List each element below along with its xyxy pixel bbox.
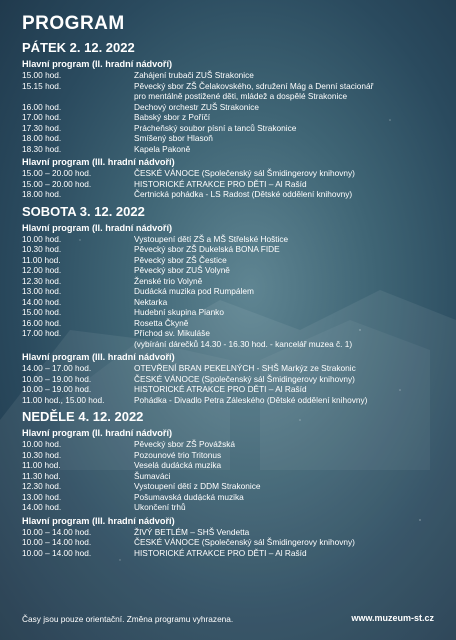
program-time: 11.00 hod., 15.00 hod. <box>22 394 105 405</box>
program-time: 15.00 hod. <box>22 70 62 80</box>
program-time: 10.30 hod. <box>22 244 62 254</box>
program-description: Hudební skupina Pianko <box>134 307 224 317</box>
program-row <box>22 527 442 538</box>
program-time <box>22 91 134 102</box>
program-row <box>22 307 442 318</box>
page-title: PROGRAM <box>22 13 125 34</box>
program-row <box>22 537 442 548</box>
program-description: Zahájení trubači ZUŠ Strakonice <box>134 70 254 80</box>
program-row <box>22 123 442 134</box>
program-description: ŽIVÝ BETLÉM – SHŠ Vendetta <box>134 526 250 537</box>
program-row <box>22 374 442 385</box>
program-description: Vystoupení dětí ZŠ a MŠ Střelské Hoštice <box>134 233 289 244</box>
program-row <box>22 471 442 482</box>
program-time: 10.30 hod. <box>22 449 62 460</box>
program-row <box>22 255 442 266</box>
program-description: OTEVŘENÍ BRAN PEKELNÝCH - SHŠ Markýz ze Strakonic <box>134 363 356 373</box>
program-time: 10.00 – 14.00 hod. <box>22 526 92 537</box>
program-time: 12.30 hod. <box>22 481 62 491</box>
program-row <box>22 265 442 276</box>
program-description: ČESKÉ VÁNOCE (Společenský sál Šmidingerovy knihovny) <box>134 373 355 384</box>
program-row <box>22 244 442 255</box>
program-row <box>22 439 442 450</box>
program-description: Veselá dudácká muzika <box>134 460 222 470</box>
program-time: 18.30 hod. <box>22 143 62 154</box>
program-time <box>22 339 134 350</box>
program-row <box>22 328 442 339</box>
program-description: Pěvecký sbor ZŠ Povážská <box>134 439 235 449</box>
section-heading: Hlavní program (III. hradní nádvoří) <box>22 515 175 526</box>
program-row <box>22 297 442 308</box>
program-row <box>22 133 442 144</box>
program-time: 15.00 – 20.00 hod. <box>22 178 92 189</box>
program-description: Kapela Pakoně <box>134 143 191 154</box>
program-description: Ženské trio Volyně <box>134 275 203 286</box>
program-time: 10.00 hod. <box>22 233 62 244</box>
program-content <box>22 12 442 558</box>
program-description: Prácheňský soubor písní a tanců Strakonice <box>134 122 297 133</box>
program-time: 10.00 – 14.00 hod. <box>22 547 92 558</box>
section-heading: Hlavní program (III. hradní nádvoří) <box>22 157 175 167</box>
section-heading: Hlavní program (II. hradní nádvoří) <box>22 222 173 233</box>
program-description: Nektarka <box>134 296 168 307</box>
program-description: Příchod sv. Mikuláše <box>134 328 210 338</box>
program-row <box>22 450 442 461</box>
program-row <box>22 286 442 297</box>
program-time: 11.30 hod. <box>22 470 61 481</box>
program-row <box>22 179 442 190</box>
day-heading: PÁTEK 2. 12. 2022 <box>22 40 135 55</box>
program-row <box>22 395 442 406</box>
day-heading: NEDĚLE 4. 12. 2022 <box>22 409 144 424</box>
program-description: Smíšený sbor Hlasoň <box>134 133 213 143</box>
program-row <box>22 102 442 113</box>
program-description: Pěvecký sbor ZŠ Čelakovského, sdružení Mág a Denní stacionář <box>134 80 374 91</box>
program-row <box>22 502 442 513</box>
program-time: 16.00 hod. <box>22 317 62 328</box>
program-time: 18.00 hod. <box>22 189 62 199</box>
program-description: Rosetta Čkyně <box>134 317 189 328</box>
footer-note: Časy jsou pouze orientační. Změna programu vyhrazena. <box>22 614 234 624</box>
program-time: 17.30 hod. <box>22 122 62 133</box>
program-time: 10.00 hod. <box>22 439 62 449</box>
program-row <box>22 481 442 492</box>
days-list <box>22 40 442 558</box>
program-time: 13.00 hod. <box>22 491 62 502</box>
program-time: 15.15 hod. <box>22 80 62 91</box>
program-description: Babský sbor z Poříčí <box>134 112 211 122</box>
program-row <box>22 81 442 92</box>
program-row <box>22 363 442 374</box>
program-time: 13.00 hod. <box>22 286 62 296</box>
program-time: 18.00 hod. <box>22 133 62 143</box>
program-row <box>22 91 442 102</box>
program-description: Čertnická pohádka - LS Radost (Dětské oddělení knihovny) <box>134 189 353 199</box>
program-row <box>22 492 442 503</box>
program-row <box>22 189 442 200</box>
program-description: HISTORICKÉ ATRAKCE PRO DĚTI – Al Rašíd <box>134 547 307 558</box>
program-time: 12.00 hod. <box>22 265 62 275</box>
program-time: 17.00 hod. <box>22 112 62 122</box>
program-row <box>22 234 442 245</box>
program-description: Šumaváci <box>134 470 171 481</box>
program-row <box>22 318 442 329</box>
program-time: 16.00 hod. <box>22 101 62 112</box>
program-description: Dudácká muzika pod Rumpálem <box>134 286 254 296</box>
day-heading: SOBOTA 3. 12. 2022 <box>22 203 145 219</box>
program-description: pro mentálně postižené děti, mládež a dospělé Strakonice <box>134 91 348 101</box>
program-row <box>22 460 442 471</box>
program-description: Pošumavská dudácká muzika <box>134 491 244 502</box>
section-heading: Hlavní program (III. hradní nádvoří) <box>22 352 175 362</box>
program-row <box>22 168 442 179</box>
program-description: Dechový orchestr ZUŠ Strakonice <box>134 101 259 112</box>
program-time: 15.00 – 20.00 hod. <box>22 168 92 178</box>
program-description: Pozounové trio Tritonus <box>134 449 222 460</box>
program-time: 14.00 – 17.00 hod. <box>22 363 92 373</box>
section-heading: Hlavní program (II. hradní nádvoří) <box>22 428 173 438</box>
program-row <box>22 339 442 350</box>
program-description: Pěvecký sbor ZŠ Čestice <box>134 254 227 265</box>
program-description: (vybírání dárečků 14.30 - 16.30 hod. - kancelář muzea č. 1) <box>134 338 353 349</box>
program-time: 17.00 hod. <box>22 328 62 338</box>
program-description: Pěvecký sbor ZŠ Dukelská BONA FIDE <box>134 244 280 254</box>
program-description: ČESKÉ VÁNOCE (Společenský sál Šmidingerovy knihovny) <box>134 537 355 547</box>
program-row <box>22 70 442 81</box>
program-row <box>22 384 442 395</box>
program-time: 14.00 hod. <box>22 502 62 512</box>
program-description: Pohádka - Divadlo Petra Záleského (Dětské oddělení knihovny) <box>134 394 368 405</box>
program-time: 11.00 hod. <box>22 460 61 470</box>
website-link[interactable]: www.muzeum-st.cz <box>351 613 434 623</box>
program-row <box>22 144 442 155</box>
section-heading: Hlavní program (II. hradní nádvoří) <box>22 59 173 69</box>
program-time: 10.00 – 19.00 hod. <box>22 373 92 384</box>
program-description: Ukončení trhů <box>134 502 186 512</box>
program-description: ČESKÉ VÁNOCE (Společenský sál Šmidingerovy knihovny) <box>134 168 355 178</box>
program-time: 10.00 – 14.00 hod. <box>22 537 92 547</box>
program-row <box>22 548 442 559</box>
program-description: HISTORICKÉ ATRAKCE PRO DĚTI – Al Rašíd <box>134 384 307 394</box>
program-time: 12.30 hod. <box>22 275 62 286</box>
program-description: Pěvecký sbor ZUŠ Volyně <box>134 265 230 275</box>
program-row <box>22 276 442 287</box>
program-description: HISTORICKÉ ATRAKCE PRO DĚTI – Al Rašíd <box>134 178 307 189</box>
program-time: 14.00 hod. <box>22 296 62 307</box>
program-description: Vystoupení dětí z DDM Strakonice <box>134 481 261 491</box>
program-time: 11.00 hod. <box>22 254 61 265</box>
program-time: 15.00 hod. <box>22 307 62 317</box>
program-time: 10.00 – 19.00 hod. <box>22 384 92 394</box>
program-row <box>22 112 442 123</box>
